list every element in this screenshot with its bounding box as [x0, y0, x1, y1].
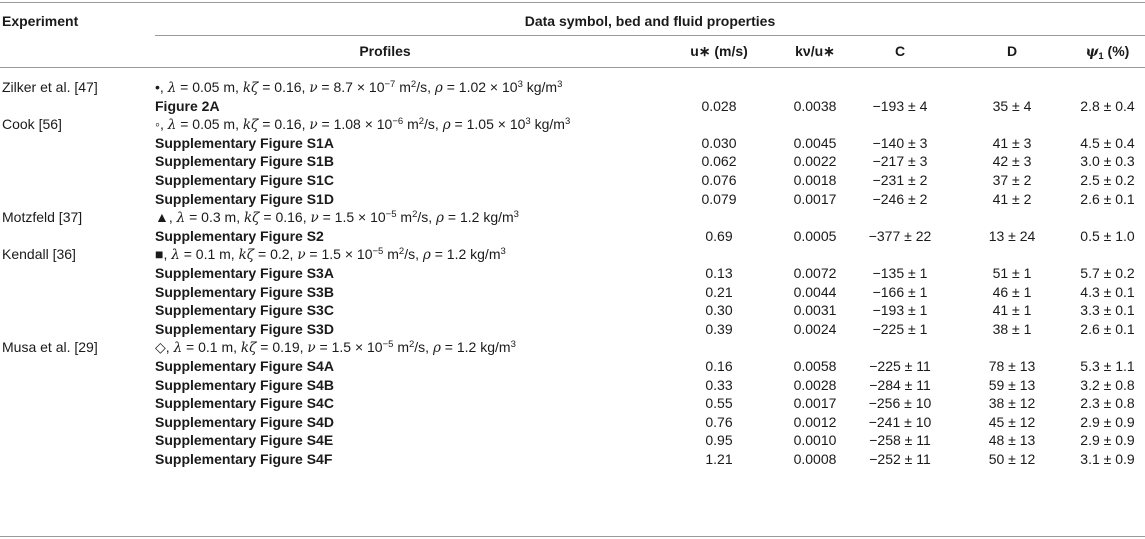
cell-c: −258 ± 11 — [869, 432, 931, 449]
bed-fluid-properties: ◇, λ = 0.1 m, kζ = 0.19, $\nu = 1.5 \times 10^{-5}$ $m^2/s$, ρ = 1.2 $kg/m^3$ — [155, 339, 516, 357]
cell-c: −225 ± 11 — [869, 358, 931, 374]
cell-c: −193 ± 4 — [872, 97, 928, 114]
nu-exponent: −5 — [382, 339, 394, 351]
experiment-name: Kendall [36] — [2, 246, 76, 263]
lambda-symbol: λ — [176, 210, 186, 227]
header-c: C — [894, 43, 906, 59]
header-u: u∗ (m/s) — [690, 43, 748, 59]
cell-u: 0.13 — [705, 265, 733, 281]
rho-symbol: ρ — [434, 80, 443, 96]
rho-unit: kg/m — [526, 79, 558, 95]
group-rule — [155, 35, 1145, 36]
table-row — [0, 135, 1145, 151]
cell-c: −241 ± 10 — [868, 413, 932, 430]
cell-knu: 0.0022 — [793, 153, 837, 170]
lambda-value: 0.1 — [195, 246, 216, 263]
cell-d: 41 ± 2 — [992, 190, 1032, 207]
cell-c: −231 ± 2 — [872, 172, 928, 188]
kzeta-value: 0.19 — [272, 339, 300, 356]
table-row — [0, 153, 1145, 169]
cell-psi: 2.9 ± 0.9 — [1080, 432, 1135, 449]
cell-d: 48 ± 13 — [988, 432, 1036, 449]
rho-unit: kg/m — [483, 209, 514, 226]
cell-u: 0.33 — [705, 376, 733, 393]
header-experiment: Experiment — [2, 13, 79, 29]
cell-knu: 0.0024 — [793, 320, 837, 337]
cell-psi: 4.5 ± 0.4 — [1080, 134, 1135, 151]
cell-u: 0.028 — [701, 97, 737, 114]
cell-knu: 0.0044 — [793, 283, 837, 300]
cell-u: 0.69 — [705, 227, 733, 244]
header-d: D — [1006, 43, 1018, 59]
cell-knu: 0.0018 — [793, 172, 837, 188]
cell-c: −284 ± 11 — [869, 376, 931, 393]
experiment-name: Cook [56] — [2, 116, 62, 133]
cell-knu: 0.0005 — [793, 227, 837, 244]
cell-c: −225 ± 1 — [872, 320, 928, 337]
cell-profile: Supplementary Figure S4A — [155, 358, 334, 374]
nu-unit-exponent: 2 — [418, 116, 425, 128]
rho-value: 1.2 — [459, 209, 480, 226]
top-rule — [0, 2, 1145, 3]
lambda-value: 0.3 — [201, 209, 221, 226]
rho-unit-exponent: 3 — [510, 339, 516, 351]
cell-u: 0.30 — [705, 302, 733, 319]
table-row — [0, 414, 1145, 430]
cell-d: 46 ± 1 — [992, 283, 1032, 300]
rho-unit-exponent: 3 — [557, 79, 563, 90]
table-row — [0, 191, 1145, 207]
experiment-name: Motzfeld [37] — [2, 209, 83, 226]
cell-d: 45 ± 12 — [988, 413, 1036, 430]
cell-profile: Supplementary Figure S2 — [155, 227, 324, 244]
cell-psi: 0.5 ± 1.0 — [1080, 227, 1135, 244]
nu-value: 1.08 — [333, 116, 361, 133]
cell-profile: Supplementary Figure S3D — [155, 320, 334, 337]
rho-unit-exponent: 3 — [564, 116, 571, 128]
cell-c: −377 ± 22 — [868, 227, 932, 244]
cell-u: 1.21 — [705, 451, 733, 467]
nu-exponent: −6 — [392, 116, 404, 128]
rho-exponent: 3 — [525, 116, 531, 128]
table-row — [0, 358, 1145, 374]
nu-unit-exponent: 2 — [409, 339, 415, 351]
cell-d: 59 ± 13 — [988, 376, 1036, 393]
cell-psi: 3.1 ± 0.9 — [1080, 451, 1135, 467]
cell-knu: 0.0058 — [793, 358, 837, 374]
cell-u: 0.55 — [705, 395, 733, 412]
cell-knu: 0.0045 — [793, 134, 837, 151]
table-row — [0, 321, 1145, 337]
cell-c: −256 ± 10 — [868, 395, 932, 412]
cell-c: −252 ± 11 — [869, 451, 931, 467]
table-row — [0, 98, 1145, 114]
cell-psi: 2.9 ± 0.9 — [1080, 413, 1135, 430]
cell-knu: 0.0038 — [793, 97, 837, 114]
nu-exponent: −7 — [384, 79, 396, 90]
kzeta-symbol: kζ — [238, 247, 255, 264]
cell-d: 38 ± 12 — [988, 395, 1036, 412]
cell-psi: 2.6 ± 0.1 — [1080, 190, 1135, 207]
header-knu: kν/u∗ — [795, 43, 835, 59]
rho-exponent: 3 — [517, 79, 523, 90]
cell-c: −135 ± 1 — [872, 265, 928, 281]
cell-u: 0.21 — [705, 283, 733, 300]
cell-profile: Supplementary Figure S4F — [155, 451, 333, 467]
nu-value: 1.5 — [331, 339, 352, 356]
table-row — [0, 228, 1145, 244]
nu-value: 1.5 — [321, 246, 341, 263]
cell-psi: 2.3 ± 0.8 — [1080, 395, 1135, 412]
cell-profile: Supplementary Figure S4C — [155, 395, 334, 412]
cell-knu: 0.0012 — [793, 413, 837, 430]
cell-psi: 2.8 ± 0.4 — [1080, 97, 1135, 114]
cell-c: −246 ± 2 — [872, 190, 928, 207]
cell-psi: 2.5 ± 0.2 — [1080, 172, 1135, 188]
table-row — [0, 395, 1145, 411]
cell-knu: 0.0031 — [793, 302, 837, 319]
cell-d: 78 ± 13 — [988, 358, 1036, 374]
table-row — [0, 265, 1145, 281]
header-psi: $\psi_1$ (%) — [1085, 43, 1130, 62]
cell-d: 41 ± 3 — [992, 134, 1032, 151]
cell-d: 50 ± 12 — [988, 451, 1036, 467]
table-row — [0, 451, 1145, 467]
cell-d: 37 ± 2 — [992, 172, 1032, 188]
nu-exponent: −5 — [372, 246, 384, 258]
cell-d: 35 ± 4 — [992, 97, 1032, 114]
cell-profile: Supplementary Figure S3A — [155, 265, 334, 281]
cell-u: 0.76 — [705, 413, 733, 430]
rho-value: 1.2 — [456, 339, 477, 356]
nu-symbol: ν — [307, 340, 316, 357]
rho-unit: kg/m — [480, 339, 511, 356]
cell-u: 0.062 — [701, 153, 737, 170]
cell-c: −193 ± 1 — [872, 302, 928, 319]
rho-unit: kg/m — [534, 116, 565, 133]
cell-profile: Supplementary Figure S3C — [155, 302, 334, 319]
cell-knu: 0.0008 — [793, 451, 837, 467]
cell-u: 0.95 — [705, 432, 733, 449]
bed-fluid-properties: ◦, λ = 0.05 m, kζ = 0.16, $\nu = 1.08 \times 10^{-6}$ $m^2/s$, $\rho = 1.05 \times 10^3$ $kg/m^3$ — [155, 116, 571, 134]
rho-symbol: ρ — [436, 210, 444, 227]
cell-d: 13 ± 24 — [988, 227, 1036, 244]
cell-psi: 2.6 ± 0.1 — [1080, 320, 1135, 337]
header-group: Data symbol, bed and fluid properties — [524, 13, 776, 29]
nu-exponent: −5 — [385, 209, 397, 221]
cell-profile: Figure 2A — [155, 97, 220, 114]
bottom-rule — [0, 536, 1145, 537]
data-symbol: ▲ — [155, 209, 169, 226]
cell-profile: Supplementary Figure S1A — [155, 134, 334, 151]
data-symbol: ◦ — [155, 116, 160, 133]
table-row — [0, 284, 1145, 300]
table-row — [0, 302, 1145, 318]
rho-value: 1.05 — [466, 116, 494, 133]
cell-d: 42 ± 3 — [992, 153, 1032, 170]
cell-u: 0.076 — [701, 172, 737, 188]
cell-profile: Supplementary Figure S4B — [155, 376, 334, 393]
cell-psi: 5.7 ± 0.2 — [1080, 265, 1135, 281]
lambda-symbol: λ — [171, 247, 180, 264]
data-symbol: ◇ — [155, 339, 166, 356]
cell-u: 0.079 — [701, 190, 737, 207]
cell-psi: 3.3 ± 0.1 — [1080, 302, 1135, 319]
rho-unit: kg/m — [470, 246, 501, 263]
nu-unit-exponent: 2 — [412, 209, 418, 221]
rho-value: 1.02 — [458, 79, 487, 95]
kzeta-value: 0.2 — [270, 246, 290, 263]
rho-unit-exponent: 3 — [500, 246, 506, 258]
kzeta-symbol: kζ — [240, 340, 257, 357]
bed-fluid-properties: ■, λ = 0.1 m, kζ = 0.2, $\nu = 1.5 \times 10^{-5}$ $m^2/s$, ρ = 1.2 $kg/m^3$ — [155, 246, 506, 264]
cell-d: 41 ± 1 — [992, 302, 1032, 319]
lambda-value: 0.05 — [192, 116, 220, 133]
nu-unit-exponent: 2 — [410, 79, 417, 90]
cell-u: 0.39 — [705, 320, 733, 337]
cell-u: 0.16 — [705, 358, 733, 374]
cell-d: 51 ± 1 — [992, 265, 1032, 281]
kzeta-symbol: kζ — [242, 117, 259, 134]
cell-c: −140 ± 3 — [872, 134, 928, 151]
nu-value: 1.5 — [334, 209, 355, 226]
bed-fluid-properties: •, λ = 0.05 m, kζ = 0.16, $\nu = 8.7 \times 10^{-7}$ $m^2/s$, $\rho = 1.02 \times 10^3$ $kg/m^3$ — [155, 79, 563, 96]
kzeta-value: 0.16 — [275, 209, 303, 226]
lambda-value: 0.05 — [192, 79, 220, 95]
cell-knu: 0.0017 — [793, 395, 837, 412]
cell-profile: Supplementary Figure S1B — [155, 153, 334, 170]
bed-fluid-properties: ▲, λ = 0.3 m, kζ = 0.16, $\nu = 1.5 \times 10^{-5}$ $m^2/s$, ρ = 1.2 $kg/m^3$ — [155, 209, 519, 227]
kzeta-symbol: kζ — [243, 210, 260, 227]
cell-c: −217 ± 3 — [872, 153, 928, 170]
nu-symbol: ν — [309, 80, 318, 96]
experiment-name: Zilker et al. [47] — [2, 79, 98, 95]
table-row — [0, 432, 1145, 448]
rho-symbol: ρ — [442, 117, 451, 134]
cell-psi: 3.0 ± 0.3 — [1080, 153, 1135, 170]
table-row — [0, 377, 1145, 393]
nu-symbol: ν — [309, 117, 318, 134]
lambda-symbol: λ — [173, 340, 183, 357]
nu-symbol: ν — [297, 247, 306, 264]
cell-c: −166 ± 1 — [872, 283, 928, 300]
table-row — [0, 172, 1145, 188]
nu-value: 8.7 — [333, 79, 353, 95]
cell-knu: 0.0072 — [793, 265, 837, 281]
cell-knu: 0.0028 — [793, 376, 837, 393]
nu-unit-exponent: 2 — [398, 246, 405, 258]
data-symbol: ■ — [155, 246, 164, 263]
kzeta-value: 0.16 — [274, 79, 302, 95]
cell-profile: Supplementary Figure S4E — [155, 432, 334, 449]
data-symbol: • — [155, 79, 160, 95]
rho-symbol: ρ — [432, 340, 441, 357]
header-rule — [0, 67, 1145, 68]
cell-profile: Supplementary Figure S1D — [155, 190, 334, 207]
cell-profile: Supplementary Figure S1C — [155, 172, 334, 188]
rho-unit-exponent: 3 — [513, 209, 519, 221]
cell-knu: 0.0017 — [793, 190, 837, 207]
lambda-symbol: λ — [167, 117, 177, 134]
kzeta-symbol: kζ — [242, 80, 259, 96]
cell-psi: 4.3 ± 0.1 — [1080, 283, 1135, 300]
cell-psi: 3.2 ± 0.8 — [1080, 376, 1135, 393]
cell-d: 38 ± 1 — [992, 320, 1032, 337]
rho-symbol: ρ — [422, 247, 431, 264]
cell-profile: Supplementary Figure S4D — [155, 413, 334, 430]
experiment-name: Musa et al. [29] — [2, 339, 98, 356]
lambda-symbol: λ — [167, 80, 177, 96]
cell-knu: 0.0010 — [793, 432, 837, 449]
lambda-value: 0.1 — [198, 339, 218, 356]
rho-value: 1.2 — [446, 246, 467, 263]
cell-psi: 5.3 ± 1.1 — [1080, 358, 1135, 374]
cell-u: 0.030 — [701, 134, 737, 151]
nu-symbol: ν — [310, 210, 319, 227]
kzeta-value: 0.16 — [274, 116, 302, 133]
cell-profile: Supplementary Figure S3B — [155, 283, 334, 300]
header-profiles: Profiles — [359, 43, 411, 59]
